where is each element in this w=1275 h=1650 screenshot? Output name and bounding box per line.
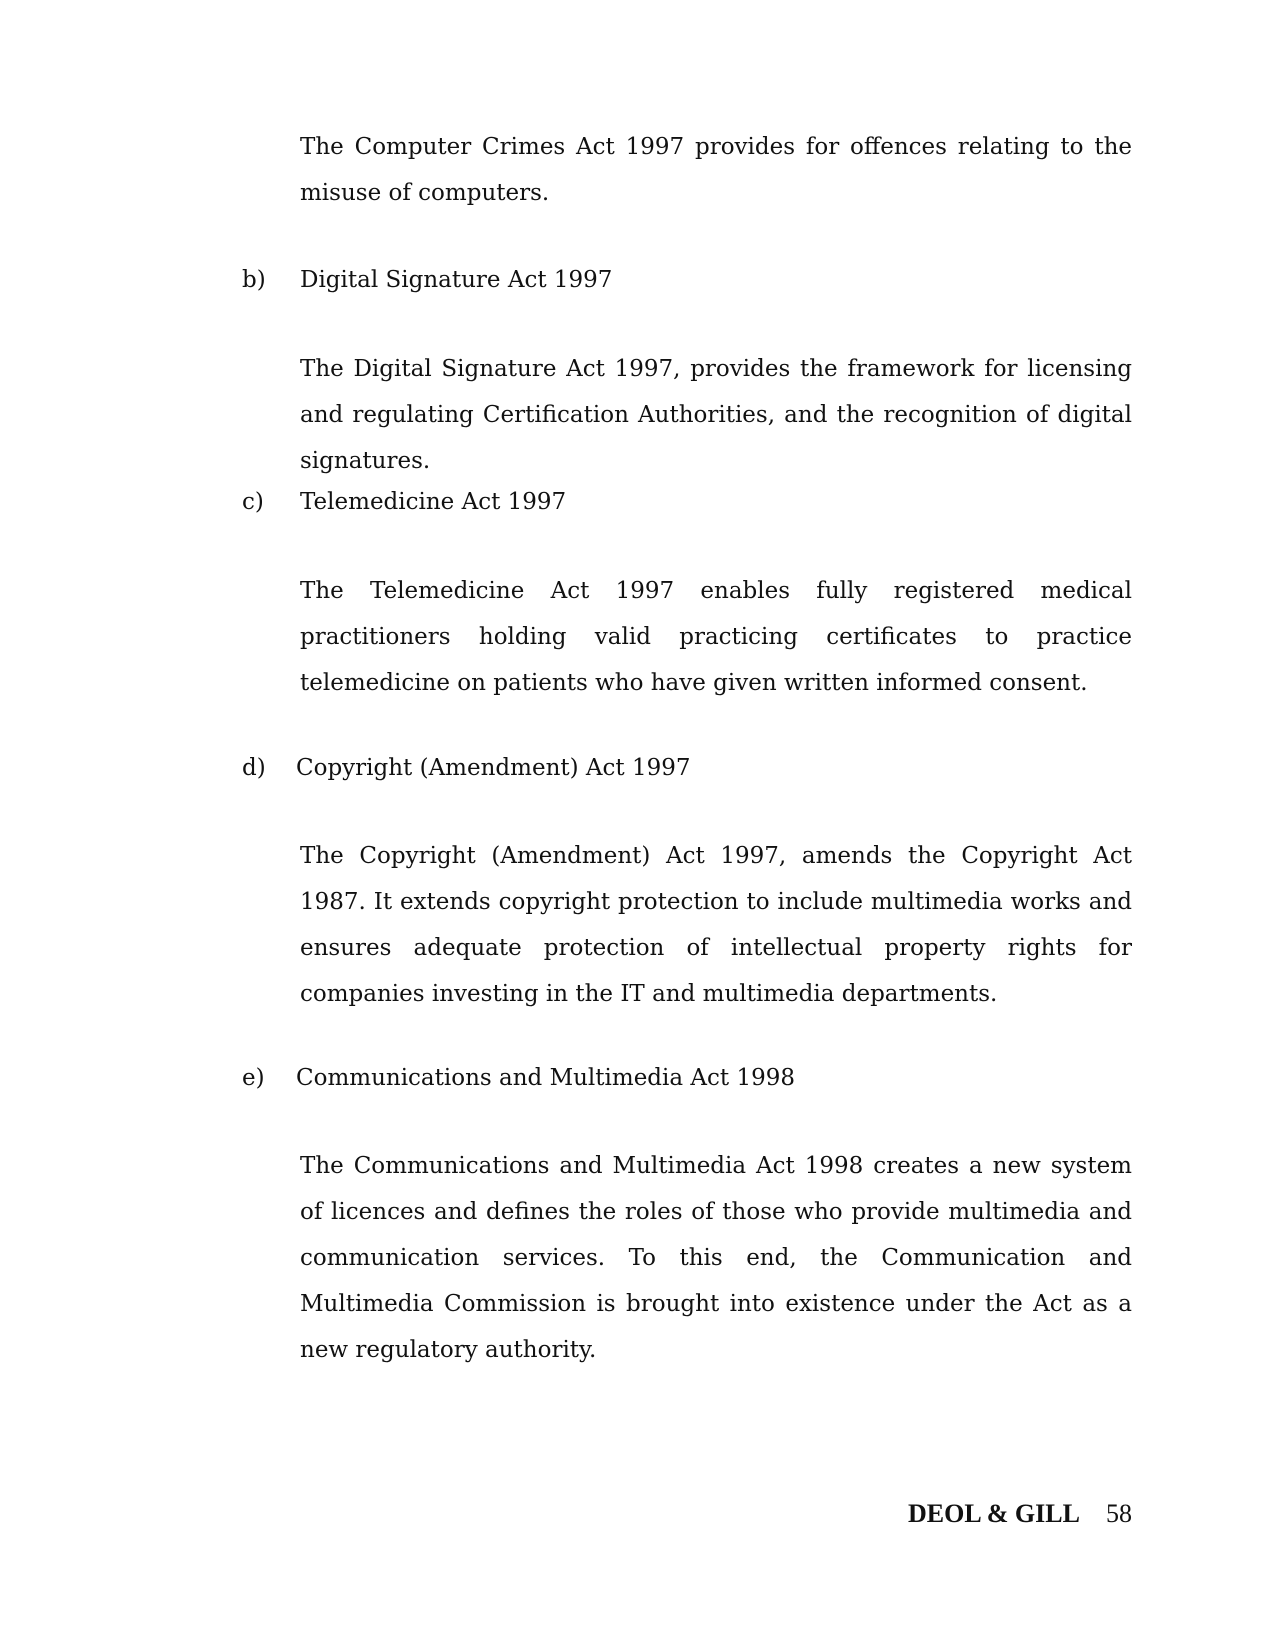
section-b-body: The Digital Signature Act 1997, provides the framework for licensing and regulating Certification Authorities, and the recognition of digital signatures. [300, 356, 1132, 474]
section-b-heading: Digital Signature Act 1997 [300, 267, 613, 293]
page-number: 58 [1106, 1499, 1132, 1528]
section-d-body: The Copyright (Amendment) Act 1997, amends the Copyright Act 1987. It extends copyright protection to include multimedia works and ensures adequate protection of intellectual property rights for companies investing in the IT and multimedia departments. [300, 843, 1132, 1007]
section-c-body: The Telemedicine Act 1997 enables fully registered medical practitioners holding valid practicing certificates to practice telemedicine on patients who have given written informed consent. [300, 578, 1132, 696]
intro-paragraph: The Computer Crimes Act 1997 provides for offences relating to the misuse of computers. [300, 134, 1132, 206]
section-c-heading: Telemedicine Act 1997 [300, 489, 567, 515]
section-e-heading: Communications and Multimedia Act 1998 [296, 1065, 795, 1091]
section-d-marker: d) [242, 755, 266, 781]
section-b-marker: b) [242, 267, 266, 293]
section-e-body: The Communications and Multimedia Act 1998 creates a new system of licences and defines the roles of those who provide multimedia and communication services. To this end, the Communication and Multimedia Commission is brought into existence under the Act as a new regulatory authority. [300, 1153, 1132, 1363]
section-e-marker: e) [242, 1065, 265, 1091]
section-c-marker: c) [242, 489, 264, 515]
footer-author: DEOL & GILL [908, 1499, 1080, 1528]
section-d-heading: Copyright (Amendment) Act 1997 [296, 755, 691, 781]
